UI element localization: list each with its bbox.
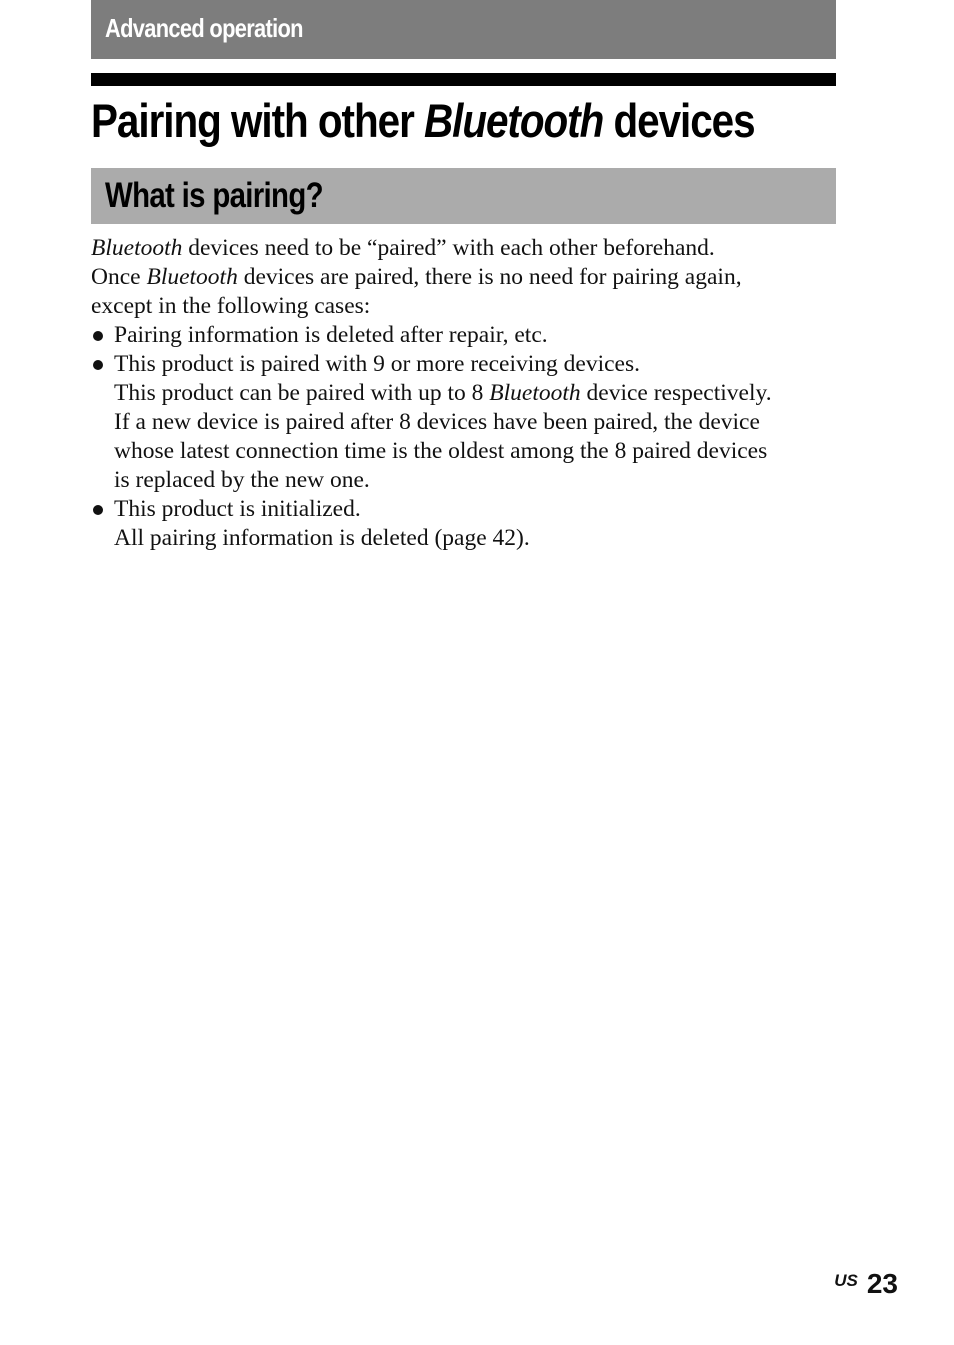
- subheading: What is pairing?: [105, 176, 323, 215]
- bullet-icon: [93, 505, 103, 515]
- intro-paragraph: [91, 234, 836, 321]
- intro-line-1: Bluetooth devices need to be “paired” with each other beforehand.: [91, 235, 715, 261]
- intro-line-2: Once Bluetooth devices are paired, there is no need for pairing again,: [91, 264, 742, 290]
- page-title: [91, 95, 755, 147]
- section-header-bar: [91, 0, 836, 59]
- bullet-icon: [93, 360, 103, 370]
- title-emphasis: Bluetooth: [423, 94, 604, 147]
- page-number: 23: [866, 1268, 898, 1299]
- bullet-icon: [93, 331, 103, 341]
- list-item: This product is paired with 9 or more receiving devices. This product can be paired with up to 8 Bluetooth device respectively. If a new device is paired after 8 devices have been paired, the device whose latest connection time is the oldest among the 8 paired devices is replaced by the new one.: [91, 350, 836, 495]
- region-code: US: [834, 1271, 858, 1290]
- pairing-cases-list: [91, 321, 836, 553]
- title-rule: [91, 73, 836, 86]
- section-label: Advanced operation: [105, 13, 303, 43]
- page-footer: [834, 1268, 898, 1300]
- subheading-bar: [91, 168, 836, 224]
- title-part1: Pairing with other: [91, 94, 424, 147]
- body-text: [91, 234, 836, 553]
- title-part2: devices: [603, 94, 755, 147]
- list-item: This product is initialized. All pairing information is deleted (page 42).: [91, 495, 836, 553]
- list-item: Pairing information is deleted after repair, etc.: [91, 321, 836, 350]
- intro-line-3: except in the following cases:: [91, 293, 371, 319]
